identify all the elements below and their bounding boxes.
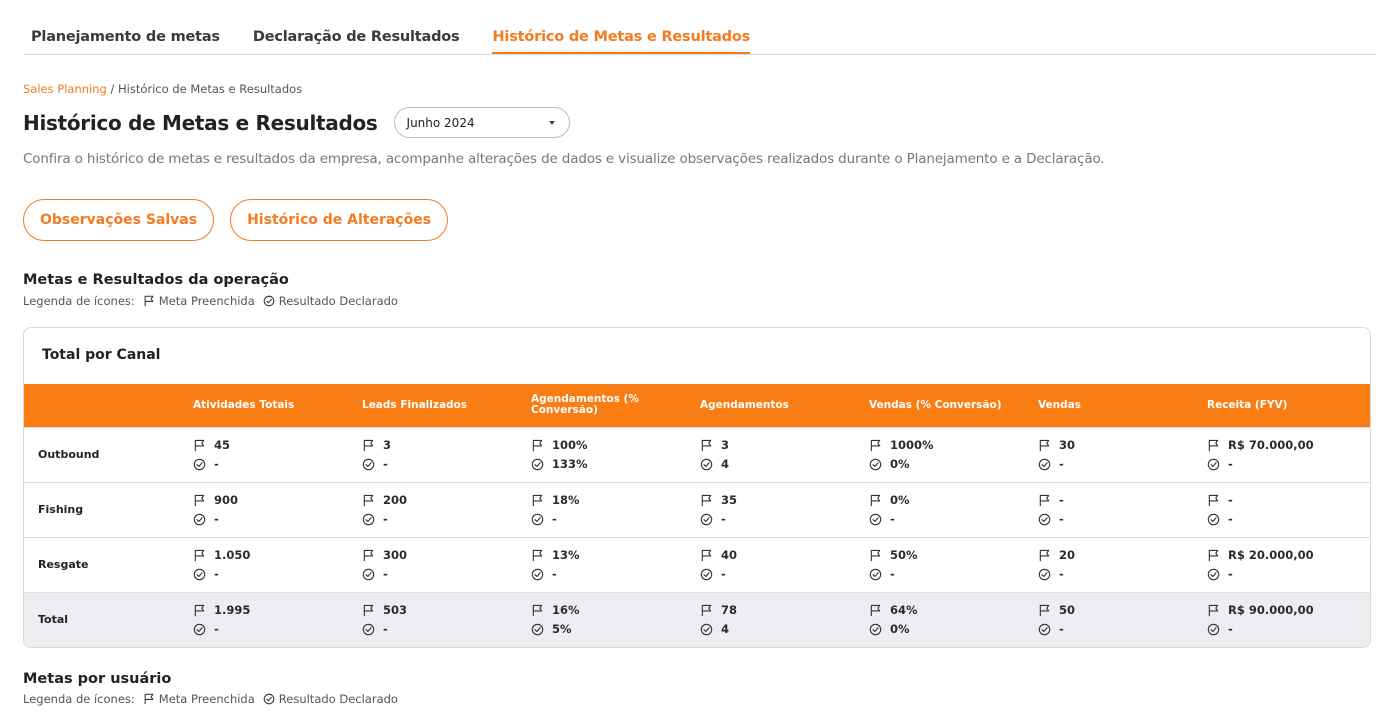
result-value-text: - (383, 567, 388, 581)
goal-value (700, 436, 869, 455)
result-value-text: - (1228, 567, 1233, 581)
result-value (362, 620, 531, 639)
flag-icon (869, 494, 882, 507)
goal-value (1207, 601, 1370, 620)
result-value-text: - (1228, 457, 1233, 471)
goal-value (1207, 436, 1370, 455)
goal-value-text: R$ 70.000,00 (1228, 438, 1314, 452)
breadcrumb-sales-planning-link[interactable]: Sales Planning (23, 82, 107, 96)
table-cell (1038, 537, 1207, 592)
tab-planejamento-de-metas[interactable]: Planejamento de metas (31, 29, 220, 45)
user-legend (23, 692, 398, 706)
tab-bar (23, 0, 1376, 55)
table-cell (531, 592, 700, 647)
goal-value-text: 50% (890, 548, 918, 562)
table-cell (531, 537, 700, 592)
header-receita: Receita (FYV) (1207, 398, 1288, 411)
goal-value (193, 491, 362, 510)
table-cell (1038, 482, 1207, 537)
goal-value-text: - (1059, 493, 1064, 507)
table-cell (1038, 427, 1207, 482)
flag-icon (193, 439, 206, 452)
flag-icon (531, 604, 544, 617)
result-value (362, 455, 531, 474)
check-circle-icon (700, 623, 713, 636)
goal-value-text: 0% (890, 493, 910, 507)
goal-value (1038, 491, 1207, 510)
goal-value (700, 546, 869, 565)
goal-value-text: 900 (214, 493, 239, 507)
flag-icon (362, 604, 375, 617)
result-value (193, 620, 362, 639)
goal-value-text: 503 (383, 603, 408, 618)
result-value (362, 510, 531, 529)
result-value-text: - (214, 622, 219, 637)
flag-icon (362, 549, 375, 562)
goal-value (531, 601, 700, 620)
flag-icon (362, 439, 375, 452)
tab-historico-de-metas[interactable]: Histórico de Metas e Resultados (492, 0, 750, 54)
goal-value (869, 546, 1038, 565)
goal-value-text: 1000% (890, 438, 934, 452)
result-value (1038, 620, 1207, 639)
table-cell (362, 427, 531, 482)
flag-icon (700, 494, 713, 507)
table-cell (193, 482, 362, 537)
result-value-text: 4 (721, 622, 730, 637)
table-cell (700, 482, 869, 537)
table-cell (362, 537, 531, 592)
goal-value (700, 601, 869, 620)
result-value-text: - (552, 567, 557, 581)
result-value (531, 620, 700, 639)
saved-notes-button[interactable]: Observações Salvas (23, 199, 214, 241)
check-circle-icon (531, 623, 544, 636)
check-circle-icon (362, 568, 375, 581)
flag-icon (869, 439, 882, 452)
goal-value (193, 436, 362, 455)
operation-legend (23, 294, 398, 308)
goal-value-text: 64% (890, 603, 918, 618)
row-label: Outbound (24, 427, 193, 482)
table-cell (531, 427, 700, 482)
flag-icon (143, 295, 155, 307)
goal-value-text: 78 (721, 603, 738, 618)
goal-value-text: 40 (721, 548, 738, 562)
flag-icon (143, 693, 155, 705)
legend-goal-text: Meta Preenchida (158, 692, 255, 706)
check-circle-icon (362, 623, 375, 636)
result-value-text: - (1059, 622, 1064, 637)
goal-value (869, 601, 1038, 620)
change-history-button[interactable]: Histórico de Alterações (230, 199, 448, 241)
result-value (1038, 510, 1207, 529)
flag-icon (1038, 494, 1051, 507)
flag-icon (700, 549, 713, 562)
result-value-text: - (721, 567, 726, 581)
result-value-text: 0% (890, 457, 910, 471)
result-value-text: - (1059, 567, 1064, 581)
goal-value (1207, 546, 1370, 565)
result-value-text: - (1059, 512, 1064, 526)
check-circle-icon (531, 513, 544, 526)
header-vendas-conversao: Vendas (% Conversão) (869, 398, 1002, 411)
legend-goal (143, 692, 255, 706)
flag-icon (362, 494, 375, 507)
result-value (869, 510, 1038, 529)
goal-value (1038, 601, 1207, 620)
table-cell (869, 427, 1038, 482)
channel-table (24, 384, 1370, 647)
header-empty (24, 384, 193, 427)
table-header-row (24, 384, 1370, 427)
check-circle-icon (1207, 623, 1220, 636)
goal-value-text: 30 (1059, 438, 1076, 452)
result-value (531, 455, 700, 474)
result-value (1038, 565, 1207, 584)
goal-value-text: 18% (552, 493, 580, 507)
result-value (531, 565, 700, 584)
check-circle-icon (1038, 458, 1051, 471)
goal-value-text: 35 (721, 493, 738, 507)
table-cell (1207, 537, 1370, 592)
result-value-text: - (1228, 622, 1233, 637)
chevron-down-icon (549, 121, 555, 125)
breadcrumb-separator: / (110, 82, 115, 96)
legend-result-text: Resultado Declarado (278, 294, 398, 308)
goal-value-text: R$ 20.000,00 (1228, 548, 1314, 562)
flag-icon (193, 604, 206, 617)
goal-value (362, 601, 531, 620)
title-row (23, 107, 570, 138)
result-value (193, 510, 362, 529)
check-circle-icon (869, 623, 882, 636)
breadcrumb (23, 82, 302, 96)
result-value (869, 620, 1038, 639)
goal-value-text: - (1228, 493, 1233, 507)
row-label: Resgate (24, 537, 193, 592)
breadcrumb-current: Histórico de Metas e Resultados (118, 82, 303, 96)
page-title: Histórico de Metas e Resultados (23, 110, 378, 135)
result-value-text: 5% (552, 622, 572, 637)
goal-value (193, 601, 362, 620)
table-cell (700, 537, 869, 592)
flag-icon (1207, 439, 1220, 452)
flag-icon (531, 494, 544, 507)
check-circle-icon (193, 458, 206, 471)
check-circle-icon (263, 693, 275, 705)
goal-value (1207, 491, 1370, 510)
result-value-text: - (214, 512, 219, 526)
goal-value (531, 491, 700, 510)
flag-icon (531, 439, 544, 452)
check-circle-icon (362, 458, 375, 471)
check-circle-icon (1207, 568, 1220, 581)
goal-value (531, 436, 700, 455)
result-value (1207, 620, 1370, 639)
result-value-text: 4 (721, 457, 730, 471)
table-cell (362, 592, 531, 647)
goal-value (869, 436, 1038, 455)
flag-icon (700, 439, 713, 452)
result-value (869, 455, 1038, 474)
result-value-text: - (383, 622, 388, 637)
goal-value (362, 436, 531, 455)
goal-value (1038, 546, 1207, 565)
flag-icon (700, 604, 713, 617)
result-value (193, 455, 362, 474)
check-circle-icon (869, 458, 882, 471)
result-value-text: - (214, 567, 219, 581)
check-circle-icon (700, 568, 713, 581)
flag-icon (1207, 494, 1220, 507)
goal-value-text: 100% (552, 438, 588, 452)
goal-value (700, 491, 869, 510)
tab-declaracao-de-resultados[interactable]: Declaração de Resultados (252, 29, 460, 45)
check-circle-icon (1207, 458, 1220, 471)
flag-icon (869, 604, 882, 617)
row-label: Total (24, 592, 193, 647)
check-circle-icon (263, 295, 275, 307)
result-value (531, 510, 700, 529)
check-circle-icon (1038, 513, 1051, 526)
table-row (24, 482, 1370, 537)
result-value (700, 620, 869, 639)
goal-value-text: 20 (1059, 548, 1076, 562)
header-vendas: Vendas (1038, 398, 1081, 411)
user-section-title: Metas por usuário (23, 671, 172, 687)
table-cell (869, 592, 1038, 647)
legend-goal (143, 294, 255, 308)
card-title: Total por Canal (42, 347, 161, 363)
goal-value (362, 546, 531, 565)
check-circle-icon (193, 513, 206, 526)
flag-icon (531, 549, 544, 562)
goal-value-text: 1.995 (214, 603, 251, 618)
header-atividades-totais: Atividades Totais (193, 398, 295, 411)
goal-value (362, 491, 531, 510)
result-value-text: - (383, 457, 388, 471)
goal-value-text: 16% (552, 603, 580, 618)
result-value-text: - (890, 512, 895, 526)
result-value-text: - (721, 512, 726, 526)
result-value (1207, 565, 1370, 584)
result-value (193, 565, 362, 584)
table-cell (193, 427, 362, 482)
check-circle-icon (700, 458, 713, 471)
result-value-text: - (1228, 512, 1233, 526)
goal-value (193, 546, 362, 565)
goal-value-text: 200 (383, 493, 408, 507)
result-value-text: 0% (890, 622, 910, 637)
flag-icon (1207, 604, 1220, 617)
goal-value-text: 3 (383, 438, 392, 452)
flag-icon (1038, 604, 1051, 617)
table-cell (1207, 482, 1370, 537)
table-cell (193, 537, 362, 592)
table-cell (531, 482, 700, 537)
legend-result (263, 294, 398, 308)
goal-value-text: 50 (1059, 603, 1076, 618)
header-leads-finalizados: Leads Finalizados (362, 398, 468, 411)
result-value-text: - (890, 567, 895, 581)
month-select-value: Junho 2024 (406, 115, 475, 130)
header-agendamentos: Agendamentos (700, 398, 789, 411)
result-value-text: - (214, 457, 219, 471)
result-value-text: - (552, 512, 557, 526)
legend-result (263, 692, 398, 706)
result-value-text: 133% (552, 457, 588, 471)
goal-value (869, 491, 1038, 510)
operation-section-title: Metas e Resultados da operação (23, 272, 289, 288)
result-value (1207, 510, 1370, 529)
result-value (700, 565, 869, 584)
goal-value (1038, 436, 1207, 455)
result-value (1207, 455, 1370, 474)
result-value (362, 565, 531, 584)
table-cell (869, 482, 1038, 537)
page-description: Confira o histórico de metas e resultados da empresa, acompanhe alterações de dados e visualize observações realizados durante o Planejamento e a Declaração. (23, 151, 1105, 167)
result-value-text: - (1059, 457, 1064, 471)
table-row (24, 592, 1370, 647)
legend-result-text: Resultado Declarado (278, 692, 398, 706)
goal-value-text: 300 (383, 548, 408, 562)
table-row (24, 427, 1370, 482)
goal-value-text: 3 (721, 438, 730, 452)
check-circle-icon (193, 568, 206, 581)
flag-icon (1038, 549, 1051, 562)
result-value (700, 510, 869, 529)
legend-label: Legenda de ícones: (23, 294, 135, 308)
action-buttons (23, 199, 464, 241)
flag-icon (869, 549, 882, 562)
check-circle-icon (1207, 513, 1220, 526)
table-cell (1207, 427, 1370, 482)
table-row (24, 537, 1370, 592)
legend-goal-text: Meta Preenchida (158, 294, 255, 308)
check-circle-icon (700, 513, 713, 526)
result-value (1038, 455, 1207, 474)
goal-value-text: R$ 90.000,00 (1228, 603, 1314, 618)
check-circle-icon (869, 568, 882, 581)
table-cell (700, 592, 869, 647)
table-cell (362, 482, 531, 537)
result-value (869, 565, 1038, 584)
goal-value (531, 546, 700, 565)
result-value (700, 455, 869, 474)
check-circle-icon (1038, 568, 1051, 581)
check-circle-icon (1038, 623, 1051, 636)
goal-value-text: 1.050 (214, 548, 251, 562)
check-circle-icon (531, 568, 544, 581)
result-value-text: - (383, 512, 388, 526)
check-circle-icon (362, 513, 375, 526)
table-cell (1207, 592, 1370, 647)
goal-value-text: 13% (552, 548, 580, 562)
check-circle-icon (869, 513, 882, 526)
channel-total-card (23, 327, 1371, 648)
goal-value-text: 45 (214, 438, 231, 452)
flag-icon (1207, 549, 1220, 562)
check-circle-icon (193, 623, 206, 636)
flag-icon (193, 549, 206, 562)
month-select[interactable] (394, 107, 570, 138)
flag-icon (1038, 439, 1051, 452)
flag-icon (193, 494, 206, 507)
row-label: Fishing (24, 482, 193, 537)
table-cell (193, 592, 362, 647)
check-circle-icon (531, 458, 544, 471)
legend-label: Legenda de ícones: (23, 692, 135, 706)
table-cell (869, 537, 1038, 592)
table-cell (700, 427, 869, 482)
header-agendamentos-conversao: Agendamentos (% Conversão) (531, 393, 639, 417)
table-cell (1038, 592, 1207, 647)
